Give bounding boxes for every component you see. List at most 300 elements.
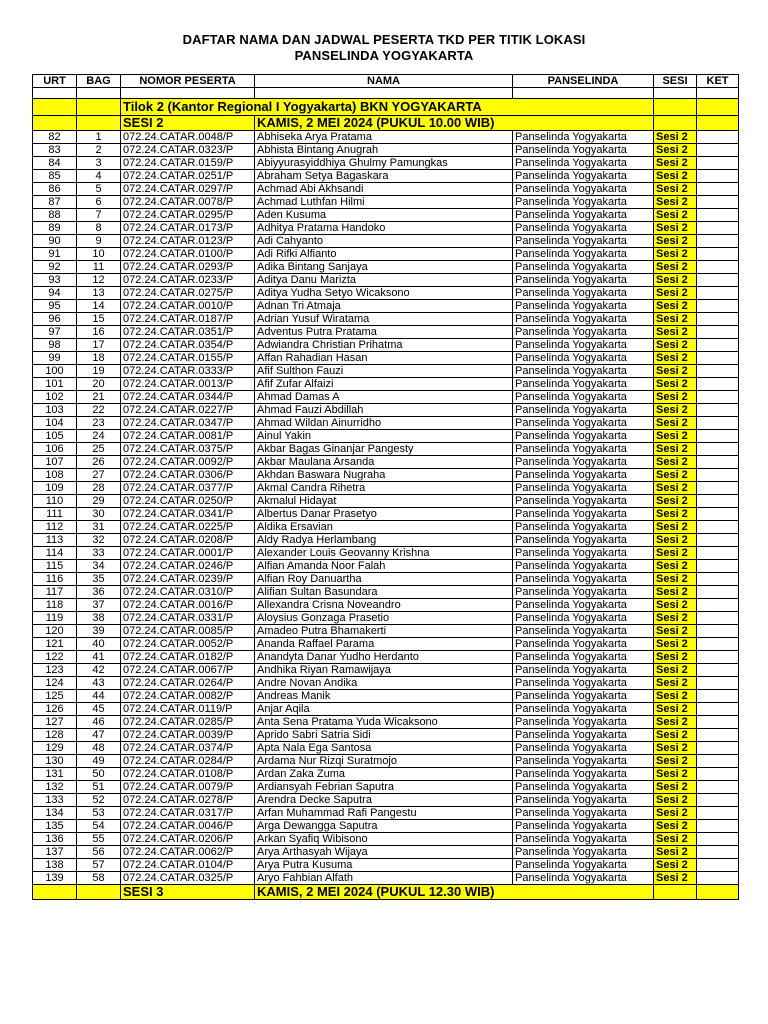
cell-nomor-peserta: 072.24.CATAR.0374/P — [121, 742, 255, 755]
cell-urt: 139 — [33, 872, 77, 885]
cell-bag: 27 — [77, 469, 121, 482]
cell-urt: 134 — [33, 807, 77, 820]
cell-ket — [697, 235, 739, 248]
cell-nama: Alfian Amanda Noor Falah — [255, 560, 513, 573]
cell-sesi: Sesi 2 — [654, 222, 697, 235]
cell-panselinda: Panselinda Yogyakarta — [513, 248, 654, 261]
table-row — [33, 690, 739, 703]
cell-ket — [697, 313, 739, 326]
cell-bag: 41 — [77, 651, 121, 664]
cell-panselinda: Panselinda Yogyakarta — [513, 261, 654, 274]
cell-nomor-peserta: 072.24.CATAR.0325/P — [121, 872, 255, 885]
cell-sesi: Sesi 2 — [654, 183, 697, 196]
cell-ket — [697, 612, 739, 625]
cell-urt: 131 — [33, 768, 77, 781]
cell-sesi: Sesi 2 — [654, 807, 697, 820]
cell-urt: 84 — [33, 157, 77, 170]
cell-ket — [697, 495, 739, 508]
cell-urt: 128 — [33, 729, 77, 742]
table-row — [33, 196, 739, 209]
cell-bag: 16 — [77, 326, 121, 339]
cell-sesi: Sesi 2 — [654, 599, 697, 612]
cell-bag: 35 — [77, 573, 121, 586]
cell-bag: 33 — [77, 547, 121, 560]
cell-ket — [697, 534, 739, 547]
cell-bag: 56 — [77, 846, 121, 859]
cell-ket — [697, 326, 739, 339]
cell-nomor-peserta: 072.24.CATAR.0278/P — [121, 794, 255, 807]
cell-nama: Achmad Luthfan Hilmi — [255, 196, 513, 209]
cell-panselinda: Panselinda Yogyakarta — [513, 222, 654, 235]
cell-nomor-peserta: 072.24.CATAR.0246/P — [121, 560, 255, 573]
document-subtitle: PANSELINDA YOGYAKARTA — [294, 48, 474, 63]
cell-urt: 88 — [33, 209, 77, 222]
cell-nomor-peserta: 072.24.CATAR.0079/P — [121, 781, 255, 794]
cell-nama: Anta Sena Pratama Yuda Wicaksono — [255, 716, 513, 729]
table-row — [33, 859, 739, 872]
cell-sesi: Sesi 2 — [654, 677, 697, 690]
cell-sesi: Sesi 2 — [654, 482, 697, 495]
cell-bag: 11 — [77, 261, 121, 274]
cell-nama: Achmad Abi Akhsandi — [255, 183, 513, 196]
table-row — [33, 443, 739, 456]
cell-nomor-peserta: 072.24.CATAR.0239/P — [121, 573, 255, 586]
cell-urt: 138 — [33, 859, 77, 872]
cell-urt: 94 — [33, 287, 77, 300]
cell-nomor-peserta: 072.24.CATAR.0108/P — [121, 768, 255, 781]
cell-nama: Arga Dewangga Saputra — [255, 820, 513, 833]
cell-nama: Aden Kusuma — [255, 209, 513, 222]
cell-nama: Aryo Fahbian Alfath — [255, 872, 513, 885]
cell-nama: Arya Arthasyah Wijaya — [255, 846, 513, 859]
cell-nomor-peserta: 072.24.CATAR.0344/P — [121, 391, 255, 404]
cell-bag: 49 — [77, 755, 121, 768]
cell-bag: 9 — [77, 235, 121, 248]
cell-panselinda: Panselinda Yogyakarta — [513, 482, 654, 495]
table-row — [33, 404, 739, 417]
cell-urt: 97 — [33, 326, 77, 339]
cell-nomor-peserta: 072.24.CATAR.0331/P — [121, 612, 255, 625]
cell-bag: 45 — [77, 703, 121, 716]
cell-urt: 117 — [33, 586, 77, 599]
table-row — [33, 391, 739, 404]
column-header-ket: KET — [697, 75, 739, 88]
cell-panselinda: Panselinda Yogyakarta — [513, 131, 654, 144]
cell-panselinda: Panselinda Yogyakarta — [513, 638, 654, 651]
column-header-nomor-peserta: NOMOR PESERTA — [121, 75, 255, 88]
cell-nama: Abiyyurasyiddhiya Ghulmy Pamungkas — [255, 157, 513, 170]
cell-urt: 85 — [33, 170, 77, 183]
cell-bag: 5 — [77, 183, 121, 196]
table-row — [33, 599, 739, 612]
cell-sesi: Sesi 2 — [654, 287, 697, 300]
cell-urt: 132 — [33, 781, 77, 794]
cell-nama: Akhdan Baswara Nugraha — [255, 469, 513, 482]
cell-ket — [697, 807, 739, 820]
cell-panselinda: Panselinda Yogyakarta — [513, 521, 654, 534]
table-row — [33, 677, 739, 690]
cell-urt: 122 — [33, 651, 77, 664]
cell-urt: 82 — [33, 131, 77, 144]
cell-urt: 106 — [33, 443, 77, 456]
cell-nomor-peserta: 072.24.CATAR.0227/P — [121, 404, 255, 417]
cell-nomor-peserta: 072.24.CATAR.0100/P — [121, 248, 255, 261]
cell-nomor-peserta: 072.24.CATAR.0354/P — [121, 339, 255, 352]
cell-ket — [697, 690, 739, 703]
cell-bag: 8 — [77, 222, 121, 235]
cell-ket — [697, 209, 739, 222]
cell-urt: 91 — [33, 248, 77, 261]
cell-sesi: Sesi 2 — [654, 560, 697, 573]
cell-bag: 2 — [77, 144, 121, 157]
cell-urt: 130 — [33, 755, 77, 768]
cell-urt: 101 — [33, 378, 77, 391]
cell-sesi: Sesi 2 — [654, 534, 697, 547]
cell-panselinda: Panselinda Yogyakarta — [513, 794, 654, 807]
cell-bag: 23 — [77, 417, 121, 430]
cell-ket — [697, 222, 739, 235]
table-row — [33, 482, 739, 495]
cell-panselinda: Panselinda Yogyakarta — [513, 209, 654, 222]
cell-nomor-peserta: 072.24.CATAR.0341/P — [121, 508, 255, 521]
location-row — [33, 99, 739, 116]
cell-nama: Adi Rifki Alfianto — [255, 248, 513, 261]
cell-nomor-peserta: 072.24.CATAR.0323/P — [121, 144, 255, 157]
cell-nama: Aldika Ersavian — [255, 521, 513, 534]
cell-sesi: Sesi 2 — [654, 664, 697, 677]
cell-sesi: Sesi 2 — [654, 846, 697, 859]
cell-urt: 95 — [33, 300, 77, 313]
cell-nomor-peserta: 072.24.CATAR.0039/P — [121, 729, 255, 742]
cell-sesi: Sesi 2 — [654, 508, 697, 521]
cell-urt: 126 — [33, 703, 77, 716]
cell-nomor-peserta: 072.24.CATAR.0306/P — [121, 469, 255, 482]
cell-nama: Arya Putra Kusuma — [255, 859, 513, 872]
session-2-date: KAMIS, 2 MEI 2024 (PUKUL 10.00 WIB) — [255, 116, 654, 131]
cell-panselinda: Panselinda Yogyakarta — [513, 755, 654, 768]
cell-panselinda: Panselinda Yogyakarta — [513, 287, 654, 300]
table-row — [33, 469, 739, 482]
cell-nama: Alexander Louis Geovanny Krishna — [255, 547, 513, 560]
table-row — [33, 560, 739, 573]
cell-nomor-peserta: 072.24.CATAR.0251/P — [121, 170, 255, 183]
cell-nomor-peserta: 072.24.CATAR.0317/P — [121, 807, 255, 820]
cell-sesi: Sesi 2 — [654, 417, 697, 430]
table-row — [33, 586, 739, 599]
cell-nama: Andhika Riyan Ramawijaya — [255, 664, 513, 677]
cell-urt: 102 — [33, 391, 77, 404]
cell-nama: Ananda Raffael Parama — [255, 638, 513, 651]
cell-ket — [697, 742, 739, 755]
cell-urt: 104 — [33, 417, 77, 430]
cell-bag: 40 — [77, 638, 121, 651]
cell-sesi: Sesi 2 — [654, 742, 697, 755]
cell-sesi: Sesi 2 — [654, 157, 697, 170]
cell-sesi: Sesi 2 — [654, 235, 697, 248]
cell-sesi: Sesi 2 — [654, 144, 697, 157]
cell-panselinda: Panselinda Yogyakarta — [513, 807, 654, 820]
table-row — [33, 261, 739, 274]
cell-sesi: Sesi 2 — [654, 859, 697, 872]
table-row — [33, 287, 739, 300]
cell-urt: 103 — [33, 404, 77, 417]
cell-panselinda: Panselinda Yogyakarta — [513, 664, 654, 677]
cell-panselinda: Panselinda Yogyakarta — [513, 508, 654, 521]
cell-urt: 112 — [33, 521, 77, 534]
cell-urt: 135 — [33, 820, 77, 833]
cell-nama: Abraham Setya Bagaskara — [255, 170, 513, 183]
cell-panselinda: Panselinda Yogyakarta — [513, 495, 654, 508]
cell-nama: Adwiandra Christian Prihatma — [255, 339, 513, 352]
cell-bag: 22 — [77, 404, 121, 417]
cell-ket — [697, 872, 739, 885]
cell-nomor-peserta: 072.24.CATAR.0310/P — [121, 586, 255, 599]
cell-nama: Akbar Maulana Arsanda — [255, 456, 513, 469]
cell-nama: Arfan Muhammad Rafi Pangestu — [255, 807, 513, 820]
cell-urt: 108 — [33, 469, 77, 482]
cell-ket — [697, 404, 739, 417]
cell-ket — [697, 573, 739, 586]
cell-panselinda: Panselinda Yogyakarta — [513, 859, 654, 872]
cell-urt: 123 — [33, 664, 77, 677]
column-header-panselinda: PANSELINDA — [513, 75, 654, 88]
cell-urt: 98 — [33, 339, 77, 352]
cell-ket — [697, 729, 739, 742]
cell-nama: Afif Zufar Alfaizi — [255, 378, 513, 391]
table-row — [33, 157, 739, 170]
table-row — [33, 183, 739, 196]
cell-bag: 6 — [77, 196, 121, 209]
cell-bag: 46 — [77, 716, 121, 729]
cell-nama: Adika Bintang Sanjaya — [255, 261, 513, 274]
cell-ket — [697, 261, 739, 274]
cell-nama: Adnan Tri Atmaja — [255, 300, 513, 313]
cell-ket — [697, 703, 739, 716]
cell-nomor-peserta: 072.24.CATAR.0284/P — [121, 755, 255, 768]
column-header-sesi: SESI — [654, 75, 697, 88]
cell-nama: Aditya Yudha Setyo Wicaksono — [255, 287, 513, 300]
cell-bag: 37 — [77, 599, 121, 612]
table-row — [33, 820, 739, 833]
cell-ket — [697, 794, 739, 807]
cell-urt: 107 — [33, 456, 77, 469]
cell-ket — [697, 443, 739, 456]
cell-sesi: Sesi 2 — [654, 365, 697, 378]
cell-nomor-peserta: 072.24.CATAR.0295/P — [121, 209, 255, 222]
cell-bag: 24 — [77, 430, 121, 443]
cell-nama: Afif Sulthon Fauzi — [255, 365, 513, 378]
cell-panselinda: Panselinda Yogyakarta — [513, 404, 654, 417]
cell-bag: 29 — [77, 495, 121, 508]
cell-urt: 121 — [33, 638, 77, 651]
session-2-row — [33, 116, 739, 131]
cell-bag: 25 — [77, 443, 121, 456]
table-row — [33, 625, 739, 638]
cell-urt: 118 — [33, 599, 77, 612]
cell-sesi: Sesi 2 — [654, 521, 697, 534]
cell-nama: Aldy Radya Herlambang — [255, 534, 513, 547]
cell-nomor-peserta: 072.24.CATAR.0013/P — [121, 378, 255, 391]
cell-sesi: Sesi 2 — [654, 612, 697, 625]
table-row — [33, 703, 739, 716]
cell-ket — [697, 300, 739, 313]
cell-bag: 14 — [77, 300, 121, 313]
cell-nama: Adventus Putra Pratama — [255, 326, 513, 339]
cell-panselinda: Panselinda Yogyakarta — [513, 144, 654, 157]
cell-nomor-peserta: 072.24.CATAR.0182/P — [121, 651, 255, 664]
cell-nama: Adrian Yusuf Wiratama — [255, 313, 513, 326]
table-row — [33, 508, 739, 521]
cell-nomor-peserta: 072.24.CATAR.0010/P — [121, 300, 255, 313]
cell-urt: 83 — [33, 144, 77, 157]
cell-ket — [697, 846, 739, 859]
cell-ket — [697, 651, 739, 664]
cell-panselinda: Panselinda Yogyakarta — [513, 625, 654, 638]
cell-panselinda: Panselinda Yogyakarta — [513, 313, 654, 326]
cell-sesi: Sesi 2 — [654, 690, 697, 703]
cell-ket — [697, 469, 739, 482]
cell-nomor-peserta: 072.24.CATAR.0104/P — [121, 859, 255, 872]
cell-nama: Ainul Yakin — [255, 430, 513, 443]
cell-bag: 10 — [77, 248, 121, 261]
table-row — [33, 781, 739, 794]
session-3-label: SESI 3 — [121, 885, 255, 900]
cell-urt: 116 — [33, 573, 77, 586]
table-row — [33, 144, 739, 157]
cell-bag: 43 — [77, 677, 121, 690]
cell-nama: Affan Rahadian Hasan — [255, 352, 513, 365]
cell-ket — [697, 170, 739, 183]
cell-panselinda: Panselinda Yogyakarta — [513, 703, 654, 716]
cell-sesi: Sesi 2 — [654, 755, 697, 768]
cell-ket — [697, 859, 739, 872]
cell-nomor-peserta: 072.24.CATAR.0092/P — [121, 456, 255, 469]
cell-nama: Anjar Aqila — [255, 703, 513, 716]
table-row — [33, 521, 739, 534]
cell-panselinda: Panselinda Yogyakarta — [513, 690, 654, 703]
cell-nomor-peserta: 072.24.CATAR.0081/P — [121, 430, 255, 443]
cell-urt: 125 — [33, 690, 77, 703]
cell-nomor-peserta: 072.24.CATAR.0187/P — [121, 313, 255, 326]
cell-ket — [697, 339, 739, 352]
cell-urt: 100 — [33, 365, 77, 378]
table-row — [33, 534, 739, 547]
cell-sesi: Sesi 2 — [654, 625, 697, 638]
cell-urt: 120 — [33, 625, 77, 638]
cell-urt: 87 — [33, 196, 77, 209]
cell-panselinda: Panselinda Yogyakarta — [513, 560, 654, 573]
cell-bag: 39 — [77, 625, 121, 638]
cell-panselinda: Panselinda Yogyakarta — [513, 872, 654, 885]
table-row — [33, 742, 739, 755]
cell-panselinda: Panselinda Yogyakarta — [513, 599, 654, 612]
table-row — [33, 417, 739, 430]
table-row — [33, 716, 739, 729]
cell-ket — [697, 768, 739, 781]
table-row — [33, 872, 739, 885]
cell-bag: 42 — [77, 664, 121, 677]
participant-table — [32, 74, 739, 900]
cell-bag: 50 — [77, 768, 121, 781]
cell-nama: Abhista Bintang Anugrah — [255, 144, 513, 157]
cell-ket — [697, 560, 739, 573]
table-row — [33, 547, 739, 560]
cell-panselinda: Panselinda Yogyakarta — [513, 326, 654, 339]
cell-nomor-peserta: 072.24.CATAR.0377/P — [121, 482, 255, 495]
table-row — [33, 456, 739, 469]
cell-nama: Alifian Sultan Basundara — [255, 586, 513, 599]
cell-ket — [697, 456, 739, 469]
cell-urt: 110 — [33, 495, 77, 508]
table-row — [33, 170, 739, 183]
cell-nomor-peserta: 072.24.CATAR.0082/P — [121, 690, 255, 703]
cell-sesi: Sesi 2 — [654, 716, 697, 729]
table-row — [33, 807, 739, 820]
cell-sesi: Sesi 2 — [654, 430, 697, 443]
table-row — [33, 339, 739, 352]
cell-nama: Apta Nala Ega Santosa — [255, 742, 513, 755]
cell-bag: 20 — [77, 378, 121, 391]
cell-urt: 86 — [33, 183, 77, 196]
table-row — [33, 664, 739, 677]
table-row — [33, 755, 739, 768]
cell-ket — [697, 755, 739, 768]
cell-sesi: Sesi 2 — [654, 794, 697, 807]
cell-ket — [697, 196, 739, 209]
cell-panselinda: Panselinda Yogyakarta — [513, 365, 654, 378]
table-row — [33, 612, 739, 625]
cell-urt: 99 — [33, 352, 77, 365]
cell-nomor-peserta: 072.24.CATAR.0062/P — [121, 846, 255, 859]
document-title: DAFTAR NAMA DAN JADWAL PESERTA TKD PER TITIK LOKASI — [182, 32, 586, 47]
cell-urt: 119 — [33, 612, 77, 625]
cell-sesi: Sesi 2 — [654, 638, 697, 651]
cell-nomor-peserta: 072.24.CATAR.0347/P — [121, 417, 255, 430]
cell-bag: 13 — [77, 287, 121, 300]
cell-nomor-peserta: 072.24.CATAR.0173/P — [121, 222, 255, 235]
cell-panselinda: Panselinda Yogyakarta — [513, 443, 654, 456]
table-row — [33, 222, 739, 235]
cell-nomor-peserta: 072.24.CATAR.0067/P — [121, 664, 255, 677]
cell-ket — [697, 378, 739, 391]
cell-urt: 89 — [33, 222, 77, 235]
cell-panselinda: Panselinda Yogyakarta — [513, 300, 654, 313]
session-3-date: KAMIS, 2 MEI 2024 (PUKUL 12.30 WIB) — [255, 885, 654, 900]
cell-panselinda: Panselinda Yogyakarta — [513, 820, 654, 833]
cell-bag: 51 — [77, 781, 121, 794]
cell-sesi: Sesi 2 — [654, 651, 697, 664]
cell-nomor-peserta: 072.24.CATAR.0285/P — [121, 716, 255, 729]
cell-bag: 4 — [77, 170, 121, 183]
cell-sesi: Sesi 2 — [654, 274, 697, 287]
cell-nomor-peserta: 072.24.CATAR.0250/P — [121, 495, 255, 508]
cell-nomor-peserta: 072.24.CATAR.0078/P — [121, 196, 255, 209]
cell-nomor-peserta: 072.24.CATAR.0225/P — [121, 521, 255, 534]
cell-bag: 57 — [77, 859, 121, 872]
cell-nama: Andreas Manik — [255, 690, 513, 703]
cell-panselinda: Panselinda Yogyakarta — [513, 573, 654, 586]
cell-sesi: Sesi 2 — [654, 573, 697, 586]
cell-nomor-peserta: 072.24.CATAR.0375/P — [121, 443, 255, 456]
cell-sesi: Sesi 2 — [654, 131, 697, 144]
cell-nama: Akbar Bagas Ginanjar Pangesty — [255, 443, 513, 456]
table-row — [33, 209, 739, 222]
cell-nama: Adhitya Pratama Handoko — [255, 222, 513, 235]
cell-ket — [697, 781, 739, 794]
cell-sesi: Sesi 2 — [654, 209, 697, 222]
column-header-urt: URT — [33, 75, 77, 88]
cell-panselinda: Panselinda Yogyakarta — [513, 456, 654, 469]
